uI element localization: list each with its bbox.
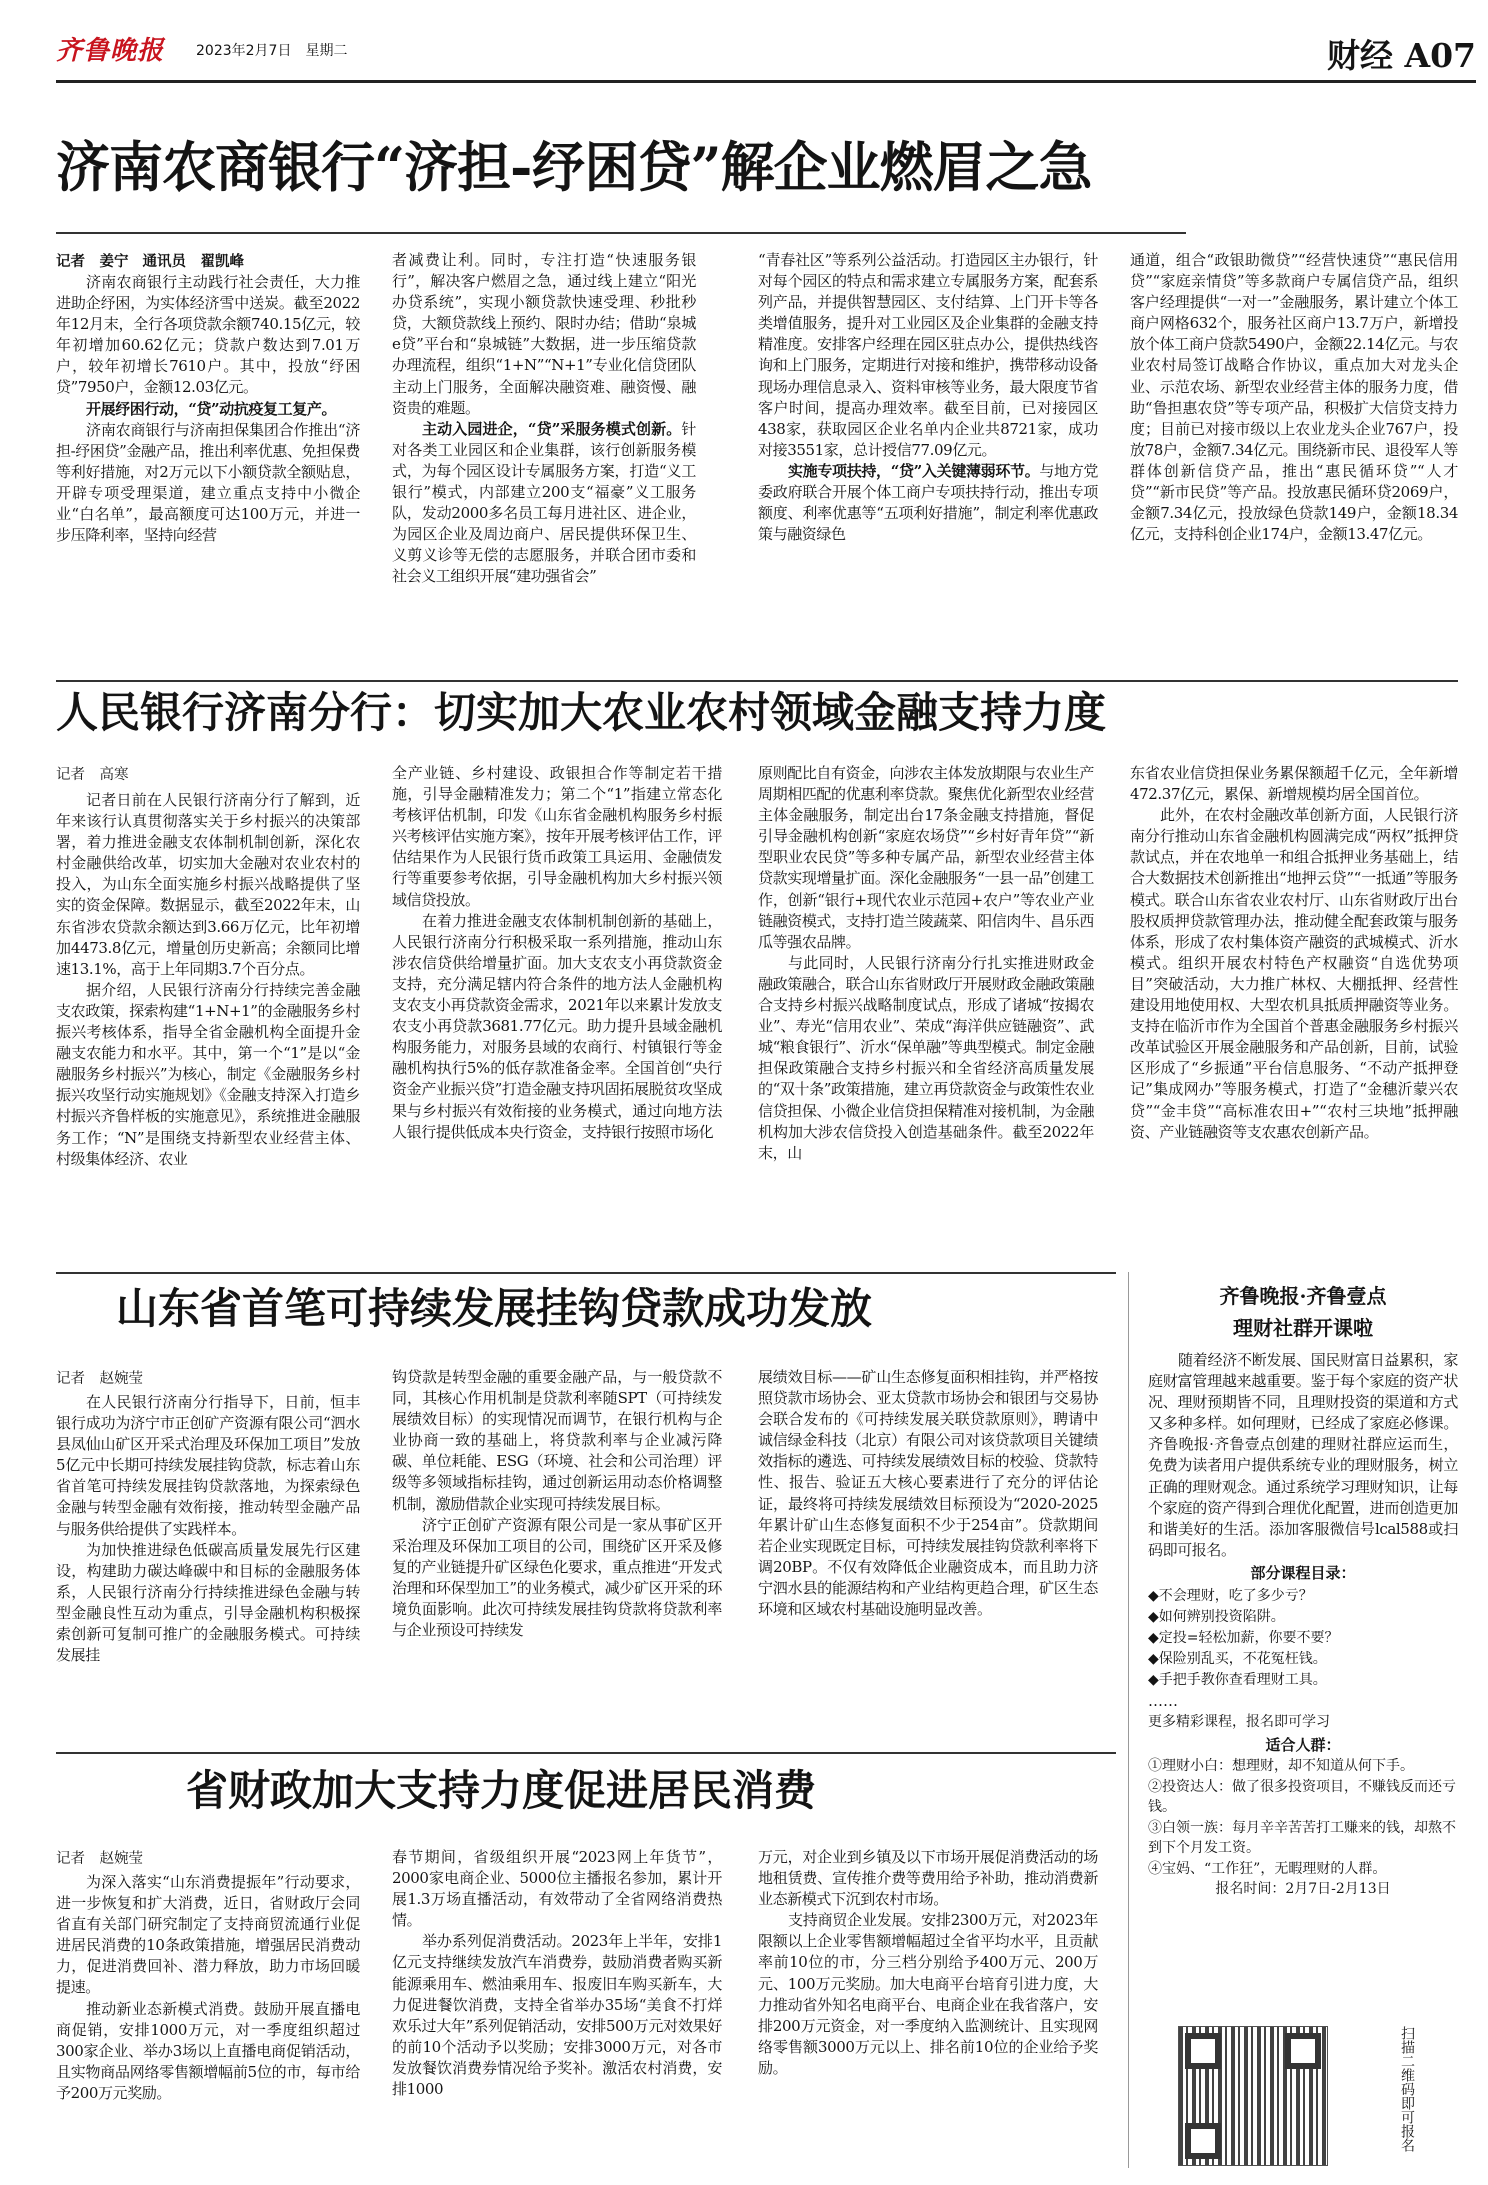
paragraph: 通道，组合“政银助微贷”“经营快速贷”“惠民信用贷”“家庭亲情贷”等多款商户专属信贷产品，组织客户经理提供“一对一”金融服务，累计建立个体工商户网格632个，服务社区商户13.7万户，新增投放个体工商户贷款5490户，金额22.14亿元。与农业农村局签订战略合作协议，重点加大对龙头企业、示范农场、新型农业经营主体的服务力度，借助“鲁担惠农贷”等专项产品，积极扩大信贷支持力度；目前已对接市级以上农业龙头企业767户，投放78户，金额7.34亿元。围绕新市民、退役军人等群体创新信贷产品，推出“惠民循环贷”“人才贷”“新市民贷”等产品。投放惠民循环贷2069户，金额7.34亿元，投放绿色贷款149户，金额18.34亿元，支持科创企业174户，金额13.47亿元。 (1130, 251, 1458, 544)
reporter: 记者 姜宁 (56, 254, 129, 270)
list-item: ④宝妈、“工作狂”，无暇理财的人群。 (1148, 1860, 1387, 1877)
paragraph: 展绩效目标——矿山生态修复面积相挂钩，并严格按照贷款市场协会、亚太贷款市场协会和银团与交易协会联合发布的《可持续发展关联贷款原则》，聘请中诚信绿金科技（北京）有限公司对该贷款项目关键绩效指标的遴选、可持续发展绩效目标的校验、贷款特性、报告、验证五大核心要素进行了充分的评估论证，最终将可持续发展绩效目标预设为“2020-2025年累计矿山生态修复面积不少于254亩”。贷款期间若企业实现既定目标，可持续发展挂钩贷款利率将下调20BP。不仅有效降低企业融资成本，而且助力济宁泗水县的能源结构和产业结构更趋合理，矿区生态环境和区域农村基础设施明显改善。 (758, 1368, 1098, 1619)
article1-rule (56, 232, 1186, 234)
subhead: 实施专项扶持，“贷”入关键薄弱环节。 (788, 461, 1040, 480)
course-list-title: 部分课程目录： (1250, 1563, 1356, 1582)
list-item: ②投资达人：做了很多投资项目，不赚钱反而还亏钱。 (1148, 1778, 1456, 1816)
article2-col1 (56, 790, 360, 1264)
list-item: ◆不会理财，吃了多少亏？ (1148, 1588, 1313, 1605)
course-list (1148, 1586, 1458, 1691)
article2-top-rule (56, 680, 1458, 682)
subhead: 开展纾困行动，“贷”动抗疫复工复产。 (86, 399, 337, 418)
audience-list (1148, 1756, 1458, 1879)
article1-col2 (392, 250, 696, 672)
newspaper-logo: 齐鲁晚报 (56, 36, 165, 66)
article1-col4 (1130, 250, 1458, 672)
article3-col3 (758, 1367, 1098, 1744)
article1-byline (56, 250, 258, 271)
paragraph: 记者日前在人民银行济南分行了解到，近年来该行认真贯彻落实关于乡村振兴的决策部署，着力推进金融支农体制机制创新，深化农村金融供给改革，切实加大金融对农业农村的投入，为山东全面实施乡村振兴战略提供了坚实的资金保障。数据显示，截至2022年末，山东省涉农贷款余额达到3.66万亿元，比年初增加4473.8亿元，增量创历史新高；余额同比增速13.1%，高于上年同期3.7个百分点。 (56, 791, 360, 978)
article1-col1 (56, 272, 360, 672)
article4-top-rule (56, 1752, 1116, 1754)
finance-club-ad (1148, 1280, 1458, 1900)
list-item: ③白领一族：每月辛辛苦苦打工赚来的钱，却熬不到下个月发工资。 (1148, 1819, 1456, 1857)
list-item: ◆定投=轻松加薪，你要不要？ (1148, 1630, 1339, 1647)
paragraph: 与此同时，人民银行济南分行扎实推进财政金融政策融合，联合山东省财政厅开展财政金融政策融合支持乡村振兴战略制度试点，形成了诸城“按揭农业”、寿光“信用农业”、荣成“海洋供应链融资”、武城“粮食银行”、沂水“保单融”等典型模式。制定金融担保政策融合支持乡村振兴和全省经济高质量发展的“双十条”政策措施，建立再贷款资金与政策性农业信贷担保、小微企业信贷担保精准对接机制，为金融机构加大涉农信贷投入创造基础条件。截至2022年末，山 (758, 953, 1094, 1162)
subhead: 主动入园进企，“贷”采服务模式创新。 (422, 419, 682, 438)
issue-date: 2023年2月7日 星期二 (196, 43, 348, 59)
article3-headline: 山东省首笔可持续发展挂钩贷款成功发放 (116, 1284, 873, 1333)
paragraph: 针对各类工业园区和企业集群，该行创新服务模式，为每个园区设计专属服务方案，打造“义工银行”模式，内部建立200支“福豪”义工服务队，发动2000多名员工每月进社区、进企业，为园区企业及周边商户、居民提供环保卫生、义剪义诊等无偿的志愿服务，并联合团市委和社会义工组织开展“建功强省会” (392, 419, 696, 586)
paragraph: 钩贷款是转型金融的重要金融产品，与一般贷款不同，其核心作用机制是贷款利率随SPT（可持续发展绩效目标）的实现情况而调节，在银行机构与企业协商一致的基础上，将贷款利率与企业减污降碳、单位耗能、ESG（环境、社会和公司治理）评级等多领域指标挂钩，通过创新运用动态价格调整机制，激励借款企业实现可持续发展目标。 (392, 1368, 722, 1513)
article3-byline: 记者 赵婉莹 (56, 1371, 143, 1387)
paragraph: 推动新业态新模式消费。鼓励开展直播电商促销，安排1000万元，对一季度组织超过300家企业、举办3场以上直播电商促销活动，且实物商品网络零售额增幅前5位的市，每市给予200万元奖励。 (56, 1999, 360, 2102)
ad-subtitle: 理财社群开课啦 (1233, 1316, 1373, 1340)
paragraph: 在人民银行济南分行指导下，日前，恒丰银行成功为济宁市正创矿产资源有限公司“泗水县凤仙山矿区开采式治理及环保加工项目”发放5亿元中长期可持续发展挂钩贷款，标志着山东省首笔可持续发展挂钩贷款落地，为探索绿色金融与转型金融有效衔接，推动转型金融产品与服务供给提供了实践样本。 (56, 1393, 360, 1538)
article2-headline: 人民银行济南分行：切实加大农业农村领域金融支持力度 (56, 688, 1107, 737)
paragraph: “青春社区”等系列公益活动。打造园区主办银行，针对每个园区的特点和需求建立专属服务方案，配套系列产品，并提供智慧园区、支付结算、上门开卡等各类增值服务，提升对工业园区及企业集群的金融支持精准度。安排客户经理在园区驻点办公，提供热线咨询和上门服务，定期进行对接和维护，携带移动设备现场办理信息录入、资料审核等业务，最大限度节省客户时间，提高办理效率。截至目前，已对接园区438家，获取园区企业名单内企业共8721家，成功对接3551家，总计授信77.09亿元。 (758, 251, 1098, 459)
article3-col1 (56, 1392, 360, 1744)
list-item: ◆保险别乱买，不花冤枉钱。 (1148, 1651, 1327, 1668)
article3-col2 (392, 1367, 722, 1744)
ad-intro: 随着经济不断发展、国民财富日益累积，家庭财富管理越来越重要。鉴于每个家庭的资产状况、理财预期皆不同，且理财投资的渠道和方式又多种多样。如何理财，已经成了家庭必修课。齐鲁晚报·齐鲁壹点创建的理财社群应运而生，免费为读者用户提供系统专业的理财服务，树立正确的理财观念。通过系统学习理财知识，让每个家庭的资产得到合理优化配置，进而创造更加和谐美好的生活。添加客服微信号lcal588或扫码即可报名。 (1148, 1351, 1458, 1559)
paragraph: 在着力推进金融支农体制机制创新的基础上，人民银行济南分行积极采取一系列措施，推动山东涉农信贷供给增量扩面。加大支农支小再贷款资金支持，充分满足辖内符合条件的地方法人金融机构支农支小再贷款资金需求，2021年以来累计发放支农支小再贷款3681.77亿元。助力提升县域金融机构服务能力，对服务县域的农商行、村镇银行等金融机构执行5%的低存款准备金率。全国首创“央行资金产业振兴贷”打造金融支持巩固拓展脱贫攻坚成果与乡村振兴有效衔接的业务模式，通过向地方法人银行提供低成本央行资金，支持银行按照市场化 (392, 911, 722, 1141)
paragraph: 与地方党委政府联合开展个体工商户专项扶持行动，推出专项额度、利率优惠等“五项利好措施”，制定利率优惠政策与融资绿色 (758, 461, 1098, 544)
article2-col4 (1130, 763, 1458, 1264)
list-item: ◆手把手教你查看理财工具。 (1148, 1672, 1327, 1689)
ellipsis: …… (1148, 1692, 1178, 1711)
article2-byline: 记者 高寒 (56, 767, 129, 783)
article2-col2 (392, 763, 722, 1264)
list-item: ①理财小白：想理财，却不知道从何下手。 (1148, 1758, 1414, 1775)
paragraph: 举办系列促消费活动。2023年上半年，安排1亿元支持继续发放汽车消费券，鼓励消费者购买新能源乘用车、燃油乘用车、报废旧车购买新车，大力促进餐饮消费，支持全省举办35场“美食不打烊欢乐过大年”系列促销活动，安排500万元对效果好的前10个活动予以奖励；安排3000万元，对各市发放餐饮消费券情况给予奖补。激活农村消费，安排1000 (392, 1932, 722, 2099)
paragraph: 济南农商银行主动践行社会责任，大力推进助企纾困，为实体经济雪中送炭。截至2022年12月末，全行各项贷款余额740.15亿元，较年初增加60.62亿元；贷款户数达到7.01万户，较年初增长7610户。其中，投放“纾困贷”7950户，金额12.03亿元。 (56, 273, 360, 397)
list-item: ◆如何辨别投资陷阱。 (1148, 1609, 1285, 1626)
paragraph: 为加快推进绿色低碳高质量发展先行区建设，构建助力碳达峰碳中和目标的金融服务体系，人民银行济南分行持续推进绿色金融与转型金融良性互动为重点，引导金融机构积极探索创新可复制可推广的金融服务模式。可持续发展挂 (56, 1540, 360, 1665)
paragraph: 为深入落实“山东消费提振年”行动要求，进一步恢复和扩大消费，近日，省财政厅会同省直有关部门研究制定了支持商贸流通行业促进居民消费的10条政策措施，增强居民消费动力，促进消费回补、潜力释放，助力市场回暖提速。 (56, 1873, 360, 1997)
article1-headline: 济南农商银行“济担-纾困贷”解企业燃眉之急 (56, 135, 1092, 199)
qr-caption: 扫描二维码即可报名 (1399, 2026, 1415, 2152)
qr-finder (1285, 2033, 1321, 2069)
paragraph: 原则配比自有资金，向涉农主体发放期限与农业生产周期相匹配的优惠利率贷款。聚焦优化新型农业经营主体金融服务，制定出台17条金融支持措施，督促引导金融机构创新“家庭农场贷”“乡村好青年贷”“新型职业农民贷”等多种专属产品，新型农业经营主体贷款实现增量扩面。深化金融服务“一县一品”创建工作，创新“银行+现代农业示范园+农户”等农业产业链融资模式，支持打造兰陵蔬菜、阳信肉牛、昌乐西瓜等强农品牌。 (758, 764, 1094, 951)
ad-title: 齐鲁晚报·齐鲁壹点 (1219, 1284, 1387, 1308)
paragraph: 全产业链、乡村建设、政银担合作等制定若干措施，引导金融精准发力；第二个“1”指建立常态化考核评估机制，印发《山东省金融机构服务乡村振兴考核评估实施方案》，按年开展考核评估工作，评估结果作为人民银行货币政策工具运用、金融债发行等重要参考依据，引导金融机构加大乡村振兴领域信贷投放。 (392, 764, 722, 909)
article4-byline: 记者 赵婉莹 (56, 1851, 143, 1867)
article4-col1 (56, 1872, 360, 2168)
qr-finder (1185, 2033, 1221, 2069)
paragraph: 此外，在农村金融改革创新方面，人民银行济南分行推动山东省金融机构圆满完成“两权”抵押贷款试点，并在农地单一和组合抵押业务基础上，结合大数据技术创新推出“地押云贷”“一抵通”等服务模式。联合山东省农业农村厅、山东省财政厅出台股权质押贷款管理办法，推动健全配套政策与服务体系，形成了农村集体资产融资的武城模式、沂水模式。组织开展农村特色产权融资“自选优势项目”突破活动，大力推广林权、大棚抵押、经营性建设用地使用权、大型农机具抵质押融资等业务。支持在临沂市作为全国首个普惠金融服务乡村振兴改革试验区开展金融服务和产品创新，目前，试验区形成了“乡振通”平台信息服务、“不动产抵押登记”集成网办”等服务模式，打造了“金穗沂蒙兴农贷”“金丰贷”“高标准农田+”“农村三块地”抵押融资、产业链融资等支农惠农创新产品。 (1130, 806, 1458, 1141)
article3-top-rule (56, 1272, 1116, 1274)
signup-time: 报名时间：2月7日-2月13日 (1215, 1881, 1391, 1898)
paragraph: 东省农业信贷担保业务累保额超千亿元，全年新增472.37亿元，累保、新增规模均居全国首位。 (1130, 764, 1458, 804)
paragraph: 济南农商银行与济南担保集团合作推出“济担-纾困贷”金融产品，推出利率优惠、免担保费等利好措施，对2万元以下小额贷款全额贴息，开辟专项受理渠道，建立重点支持中小微企业“白名单”，最高额度可达100万元，并进一步压降利率，坚持向经营 (56, 420, 360, 545)
article1-col3 (758, 250, 1098, 672)
article4-headline: 省财政加大支持力度促进居民消费 (186, 1766, 817, 1815)
paragraph: 据介绍，人民银行济南分行持续完善金融支农政策，探索构建“1+N+1”的金融服务乡村振兴考核体系，指导全省金融机构全面提升金融支农能力和水平。其中，第一个“1”是以“金融服务乡村振兴”为核心，制定《金融服务乡村振兴攻坚行动实施规划》《金融支持深入打造乡村振兴齐鲁样板的实施意见》，系统推进金融服务工作；“N”是围绕支持新型农业经营主体、村级集体经济、农业 (56, 980, 360, 1168)
article4-col2 (392, 1847, 722, 2168)
paragraph: 支持商贸企业发展。安排2300万元，对2023年限额以上企业零售额增幅超过全省平均水平，且贡献率前10位的市，分三档分别给予400万元、200万元、100万元奖励。加大电商平台培育引进力度，大力推动省外知名电商平台、电商企业在我省落户，安排200万元资金，对一季度纳入监测统计、且实现网络零售额3000万元以上、排名前10位的企业给予奖励。 (758, 1911, 1098, 2077)
paragraph: 万元，对企业到乡镇及以下市场开展促消费活动的场地租赁费、宣传推介费等费用给予补助，推动消费新业态新模式下沉到农村市场。 (758, 1848, 1098, 1909)
header-rule (56, 80, 1476, 83)
qr-code[interactable] (1178, 2026, 1328, 2166)
paragraph: 济宁正创矿产资源有限公司是一家从事矿区开采治理及环保加工项目的公司，围绕矿区开采及修复的产业链提升矿区绿色化要求，重点推进“开发式治理和环保型加工”的业务模式，减少矿区开采的环境负面影响。此次可持续发展挂钩贷款将贷款利率与企业预设可持续发 (392, 1515, 722, 1640)
page-header (56, 28, 1476, 78)
section-label: 财经 A07 (1326, 36, 1476, 75)
article4-col3 (758, 1847, 1098, 2168)
paragraph: 春节期间，省级组织开展“2023网上年货节”，2000家电商企业、5000位主播报名参加，累计开展1.3万场直播活动，有效带动了全省网络消费热情。 (392, 1848, 722, 1930)
sidebar-divider (1128, 1272, 1129, 2168)
correspondent: 通讯员 翟凯峰 (142, 254, 244, 270)
article2-col3 (758, 763, 1094, 1264)
audience-title: 适合人群： (1265, 1736, 1341, 1755)
paragraph: 者减费让利。同时，专注打造“快速服务银行”，解决客户燃眉之急，通过线上建立“阳光办贷系统”，实现小额贷款快速受理、秒批秒贷，大额贷款线上预约、限时办结；借助“泉城e贷”平台和“泉城链”大数据，进一步压缩贷款办理流程，组织“1+N”“N+1”专业化信贷团队主动上门服务，全面解决融资难、融资慢、融资贵的难题。 (392, 251, 696, 417)
more-courses: 更多精彩课程，报名即可学习 (1148, 1714, 1330, 1731)
qr-finder (1185, 2123, 1221, 2159)
